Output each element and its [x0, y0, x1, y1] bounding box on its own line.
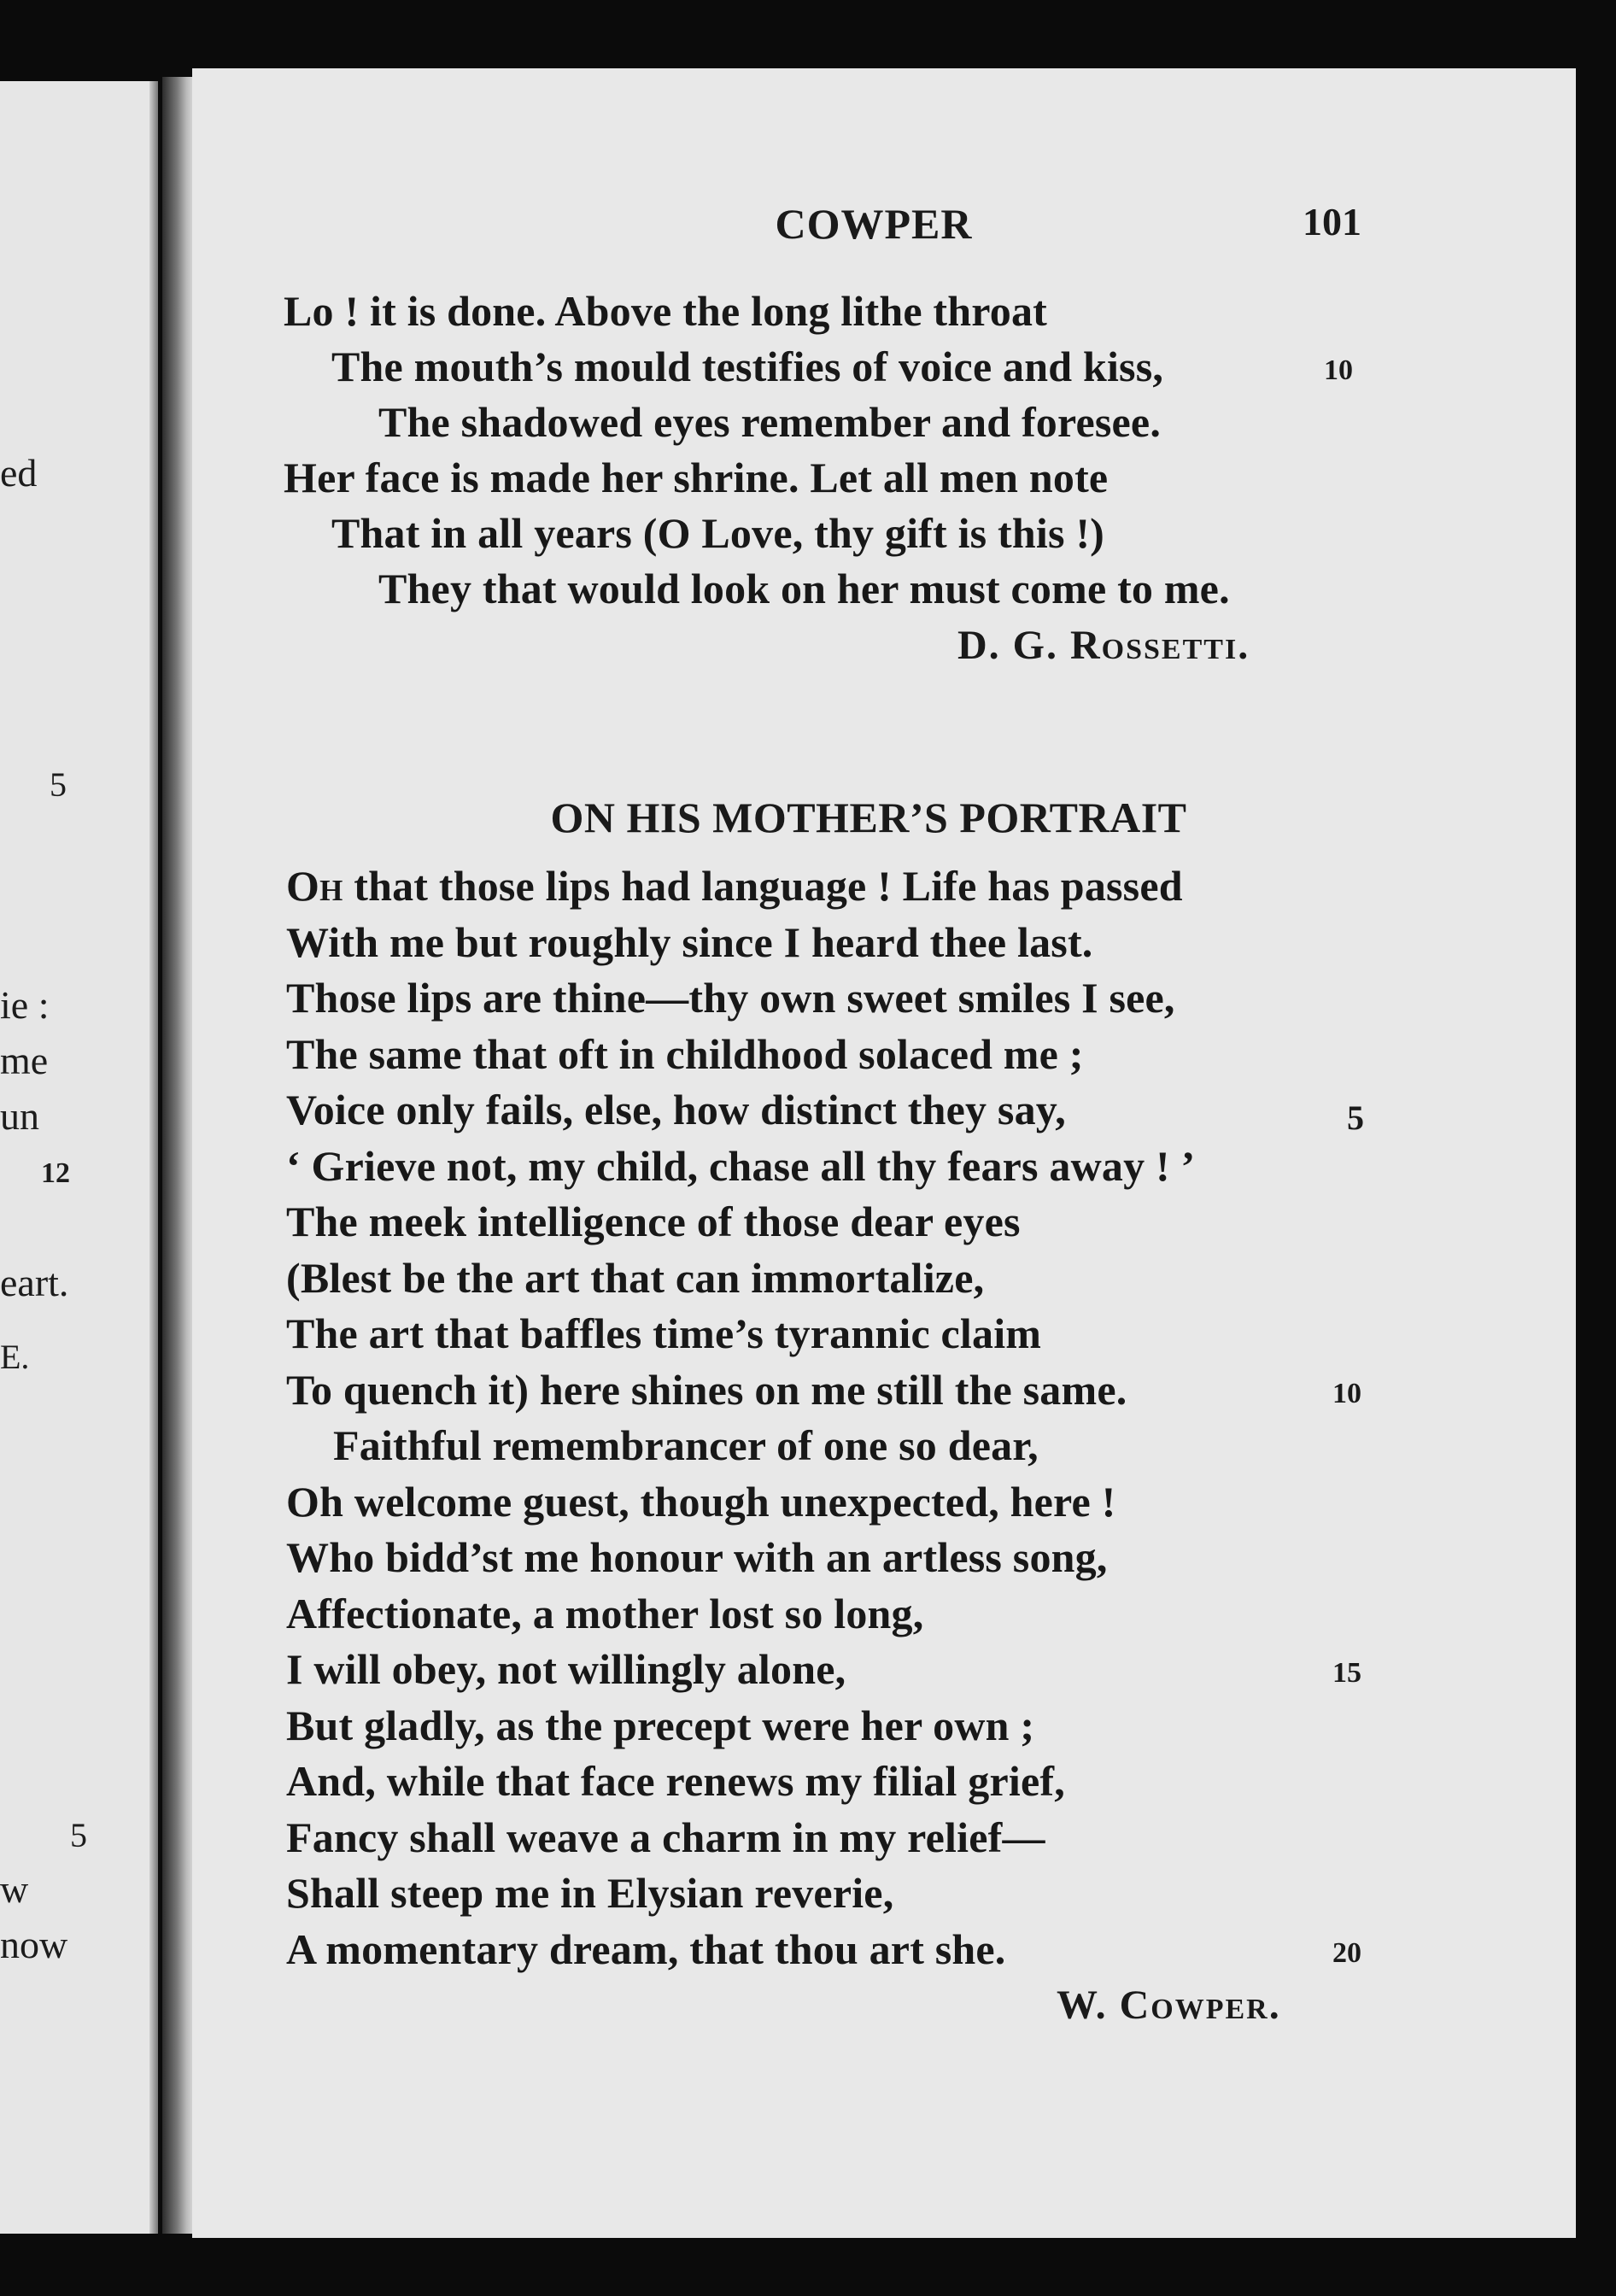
gutter-shadow	[149, 81, 158, 2234]
book-spine-gutter	[162, 77, 195, 2234]
left-fragment-text: w	[0, 1867, 29, 1911]
left-fragment-text: eart.	[0, 1261, 69, 1304]
poem-title: ON HIS MOTHER’S PORTRAIT	[550, 794, 1187, 841]
running-title: COWPER	[775, 200, 973, 248]
cowper-line-18: Fancy shall weave a charm in my relief—	[286, 1813, 1045, 1861]
cowper-line-8: (Blest be the art that can immortalize,	[286, 1254, 985, 1302]
page-number: 101	[1303, 200, 1361, 243]
cowper-line-1	[286, 861, 1183, 911]
rossetti-line-2: The mouth’s mould testifies of voice and kiss,	[331, 343, 1164, 390]
left-fragment-text: ed	[0, 451, 38, 495]
cowper-line-5: Voice only fails, else, how distinct they say,	[286, 1086, 1066, 1133]
rossetti-line-1: Lo ! it is done. Above the long lithe throat	[284, 287, 1048, 335]
cowper-line-2: With me but roughly since I heard thee last.	[286, 918, 1093, 966]
cowper-line-4: The same that oft in childhood solaced me ;	[286, 1030, 1084, 1078]
rossetti-line-3: The shadowed eyes remember and foresee.	[378, 398, 1162, 446]
cowper-line-9: The art that baffles time’s tyrannic claim	[286, 1309, 1042, 1357]
cowper-line-13: Who bidd’st me honour with an artless song,	[286, 1533, 1108, 1581]
line-number: 10	[1324, 354, 1353, 386]
left-fragment-text: ie :	[0, 983, 50, 1027]
left-fragment-text: E.	[0, 1338, 30, 1376]
cowper-line-3: Those lips are thine—thy own sweet smiles I see,	[286, 974, 1175, 1022]
cowper-line-17: And, while that face renews my filial grief,	[286, 1757, 1065, 1805]
line-number: 10	[1332, 1378, 1361, 1409]
cowper-line-11: Faithful remembrancer of one so dear,	[333, 1421, 1039, 1469]
left-fragment-line-number: 5	[50, 765, 67, 804]
cowper-line-20: A momentary dream, that thou art she.	[286, 1925, 1006, 1973]
first-line-rest: that those lips had language ! Life has passed	[343, 862, 1183, 910]
first-word: Oh	[286, 862, 343, 910]
cowper-line-16: But gladly, as the precept were her own ;	[286, 1702, 1035, 1749]
left-fragment-text: now	[0, 1923, 68, 1966]
rossetti-attribution: D. G. Rossetti.	[957, 623, 1250, 668]
cowper-line-6: ‘ Grieve not, my child, chase all thy fears away ! ’	[286, 1142, 1196, 1190]
cowper-line-15: I will obey, not willingly alone,	[286, 1645, 846, 1693]
rossetti-line-6: They that would look on her must come to me.	[378, 565, 1230, 612]
cowper-line-19: Shall steep me in Elysian reverie,	[286, 1869, 894, 1917]
left-page-fragment	[0, 81, 158, 2234]
left-fragment-line-number: 12	[41, 1157, 70, 1189]
cowper-attribution: W. Cowper.	[1057, 1983, 1281, 2028]
left-fragment-line-number: 5	[70, 1816, 87, 1854]
line-number: 15	[1332, 1657, 1361, 1689]
left-fragment-text: un	[0, 1094, 39, 1138]
rossetti-line-4: Her face is made her shrine. Let all men note	[284, 454, 1109, 501]
cowper-line-12: Oh welcome guest, though unexpected, here !	[286, 1478, 1116, 1526]
cowper-line-14: Affectionate, a mother lost so long,	[286, 1590, 924, 1637]
left-fragment-text: me	[0, 1039, 49, 1082]
line-number: 20	[1332, 1937, 1361, 1969]
line-number: 5	[1347, 1098, 1364, 1137]
rossetti-line-5: That in all years (O Love, thy gift is this !)	[331, 509, 1105, 557]
cowper-line-10: To quench it) here shines on me still the same.	[286, 1366, 1127, 1414]
cowper-line-7: The meek intelligence of those dear eyes	[286, 1198, 1021, 1245]
right-page	[192, 68, 1576, 2238]
